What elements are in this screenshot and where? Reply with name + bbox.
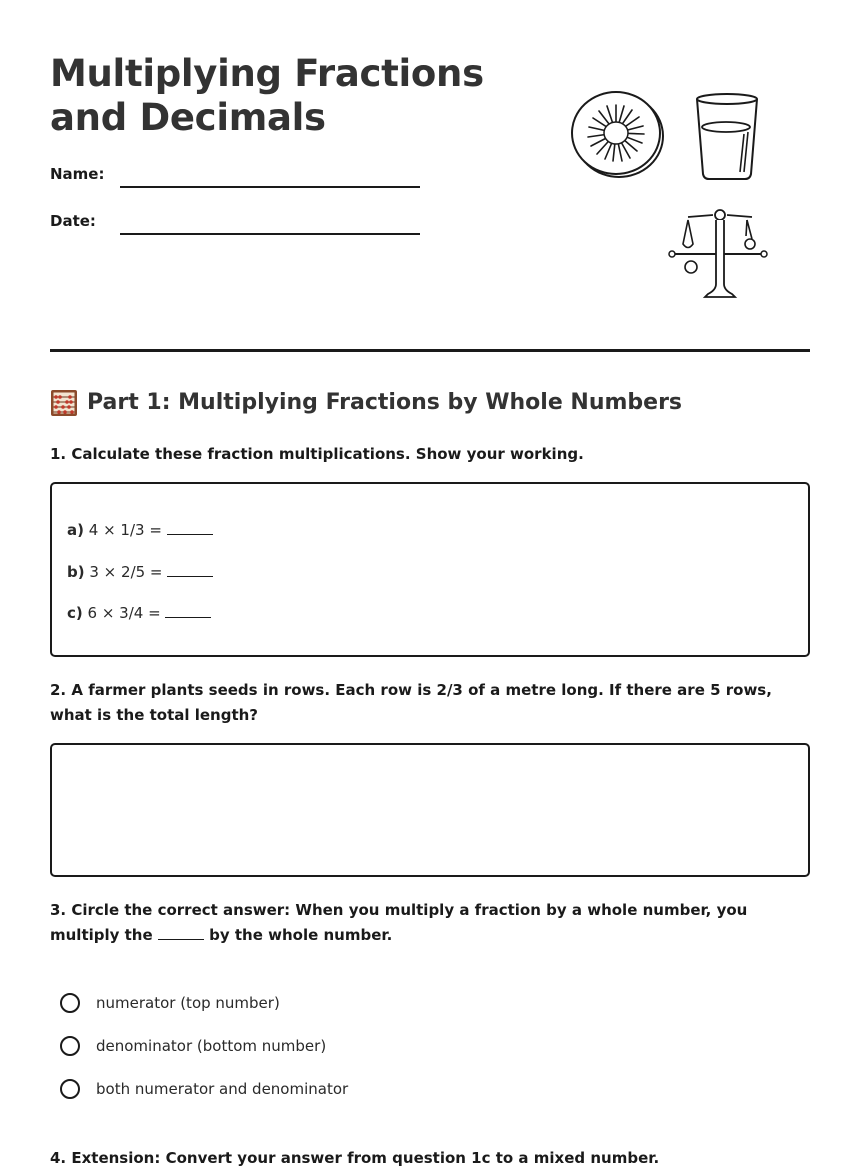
worksheet-title [50, 52, 520, 140]
option-label: denominator (bottom number) [96, 1037, 327, 1055]
question-1c [67, 603, 211, 622]
option-label: both numerator and denominator [96, 1080, 349, 1098]
abacus-icon [50, 389, 78, 417]
question-1b [67, 562, 213, 581]
question-3-option-denominator[interactable] [60, 1033, 326, 1059]
question-3-blank [158, 925, 204, 940]
question-1-text: 1. Calculate these fraction multiplications. Show your working. [50, 445, 584, 463]
question-2-answer-box[interactable] [50, 743, 810, 877]
question-1a-expression: 4 × 1/3 = [88, 521, 162, 539]
date-write-line[interactable] [120, 233, 420, 235]
question-1c-expression: 6 × 3/4 = [87, 604, 161, 622]
question-3-text-after: by the whole number. [209, 926, 393, 944]
question-1-answer-box[interactable] [50, 482, 810, 657]
header-divider [50, 349, 810, 352]
question-3-text [50, 898, 810, 948]
question-2-text: 2. A farmer plants seeds in rows. Each row is 2/3 of a metre long. If there are 5 rows, what is the total length? [50, 681, 772, 724]
question-1b-blank[interactable] [167, 562, 213, 577]
question-1b-letter: b) [67, 563, 85, 581]
date-label: Date: [50, 212, 96, 230]
question-1c-letter: c) [67, 604, 83, 622]
name-write-line[interactable] [120, 186, 420, 188]
part1-heading-text: Part 1: Multiplying Fractions by Whole Numbers [87, 390, 683, 415]
question-1b-expression: 3 × 2/5 = [89, 563, 163, 581]
option-label: numerator (top number) [96, 994, 280, 1012]
kiwi-slice-icon [568, 88, 668, 184]
question-3-option-numerator[interactable] [60, 990, 280, 1016]
radio-circle[interactable] [60, 993, 80, 1013]
part1-heading [50, 388, 810, 418]
question-3-option-both[interactable] [60, 1076, 348, 1102]
glass-of-water-icon [692, 92, 762, 182]
name-label: Name: [50, 165, 105, 183]
question-1a [67, 520, 213, 539]
question-3-text-before: 3. Circle the correct answer: When you multiply a fraction by a whole number, you multiply the [50, 901, 748, 944]
name-field [50, 165, 430, 191]
question-1c-blank[interactable] [165, 603, 211, 618]
balance-scale-icon [666, 206, 772, 302]
question-1a-blank[interactable] [167, 520, 213, 535]
question-1a-letter: a) [67, 521, 84, 539]
title-line-2: and Decimals [50, 96, 326, 139]
radio-circle[interactable] [60, 1079, 80, 1099]
question-4-text: 4. Extension: Convert your answer from question 1c to a mixed number. [50, 1149, 660, 1167]
radio-circle[interactable] [60, 1036, 80, 1056]
title-line-1: Multiplying Fractions [50, 52, 484, 95]
date-field [50, 212, 430, 238]
